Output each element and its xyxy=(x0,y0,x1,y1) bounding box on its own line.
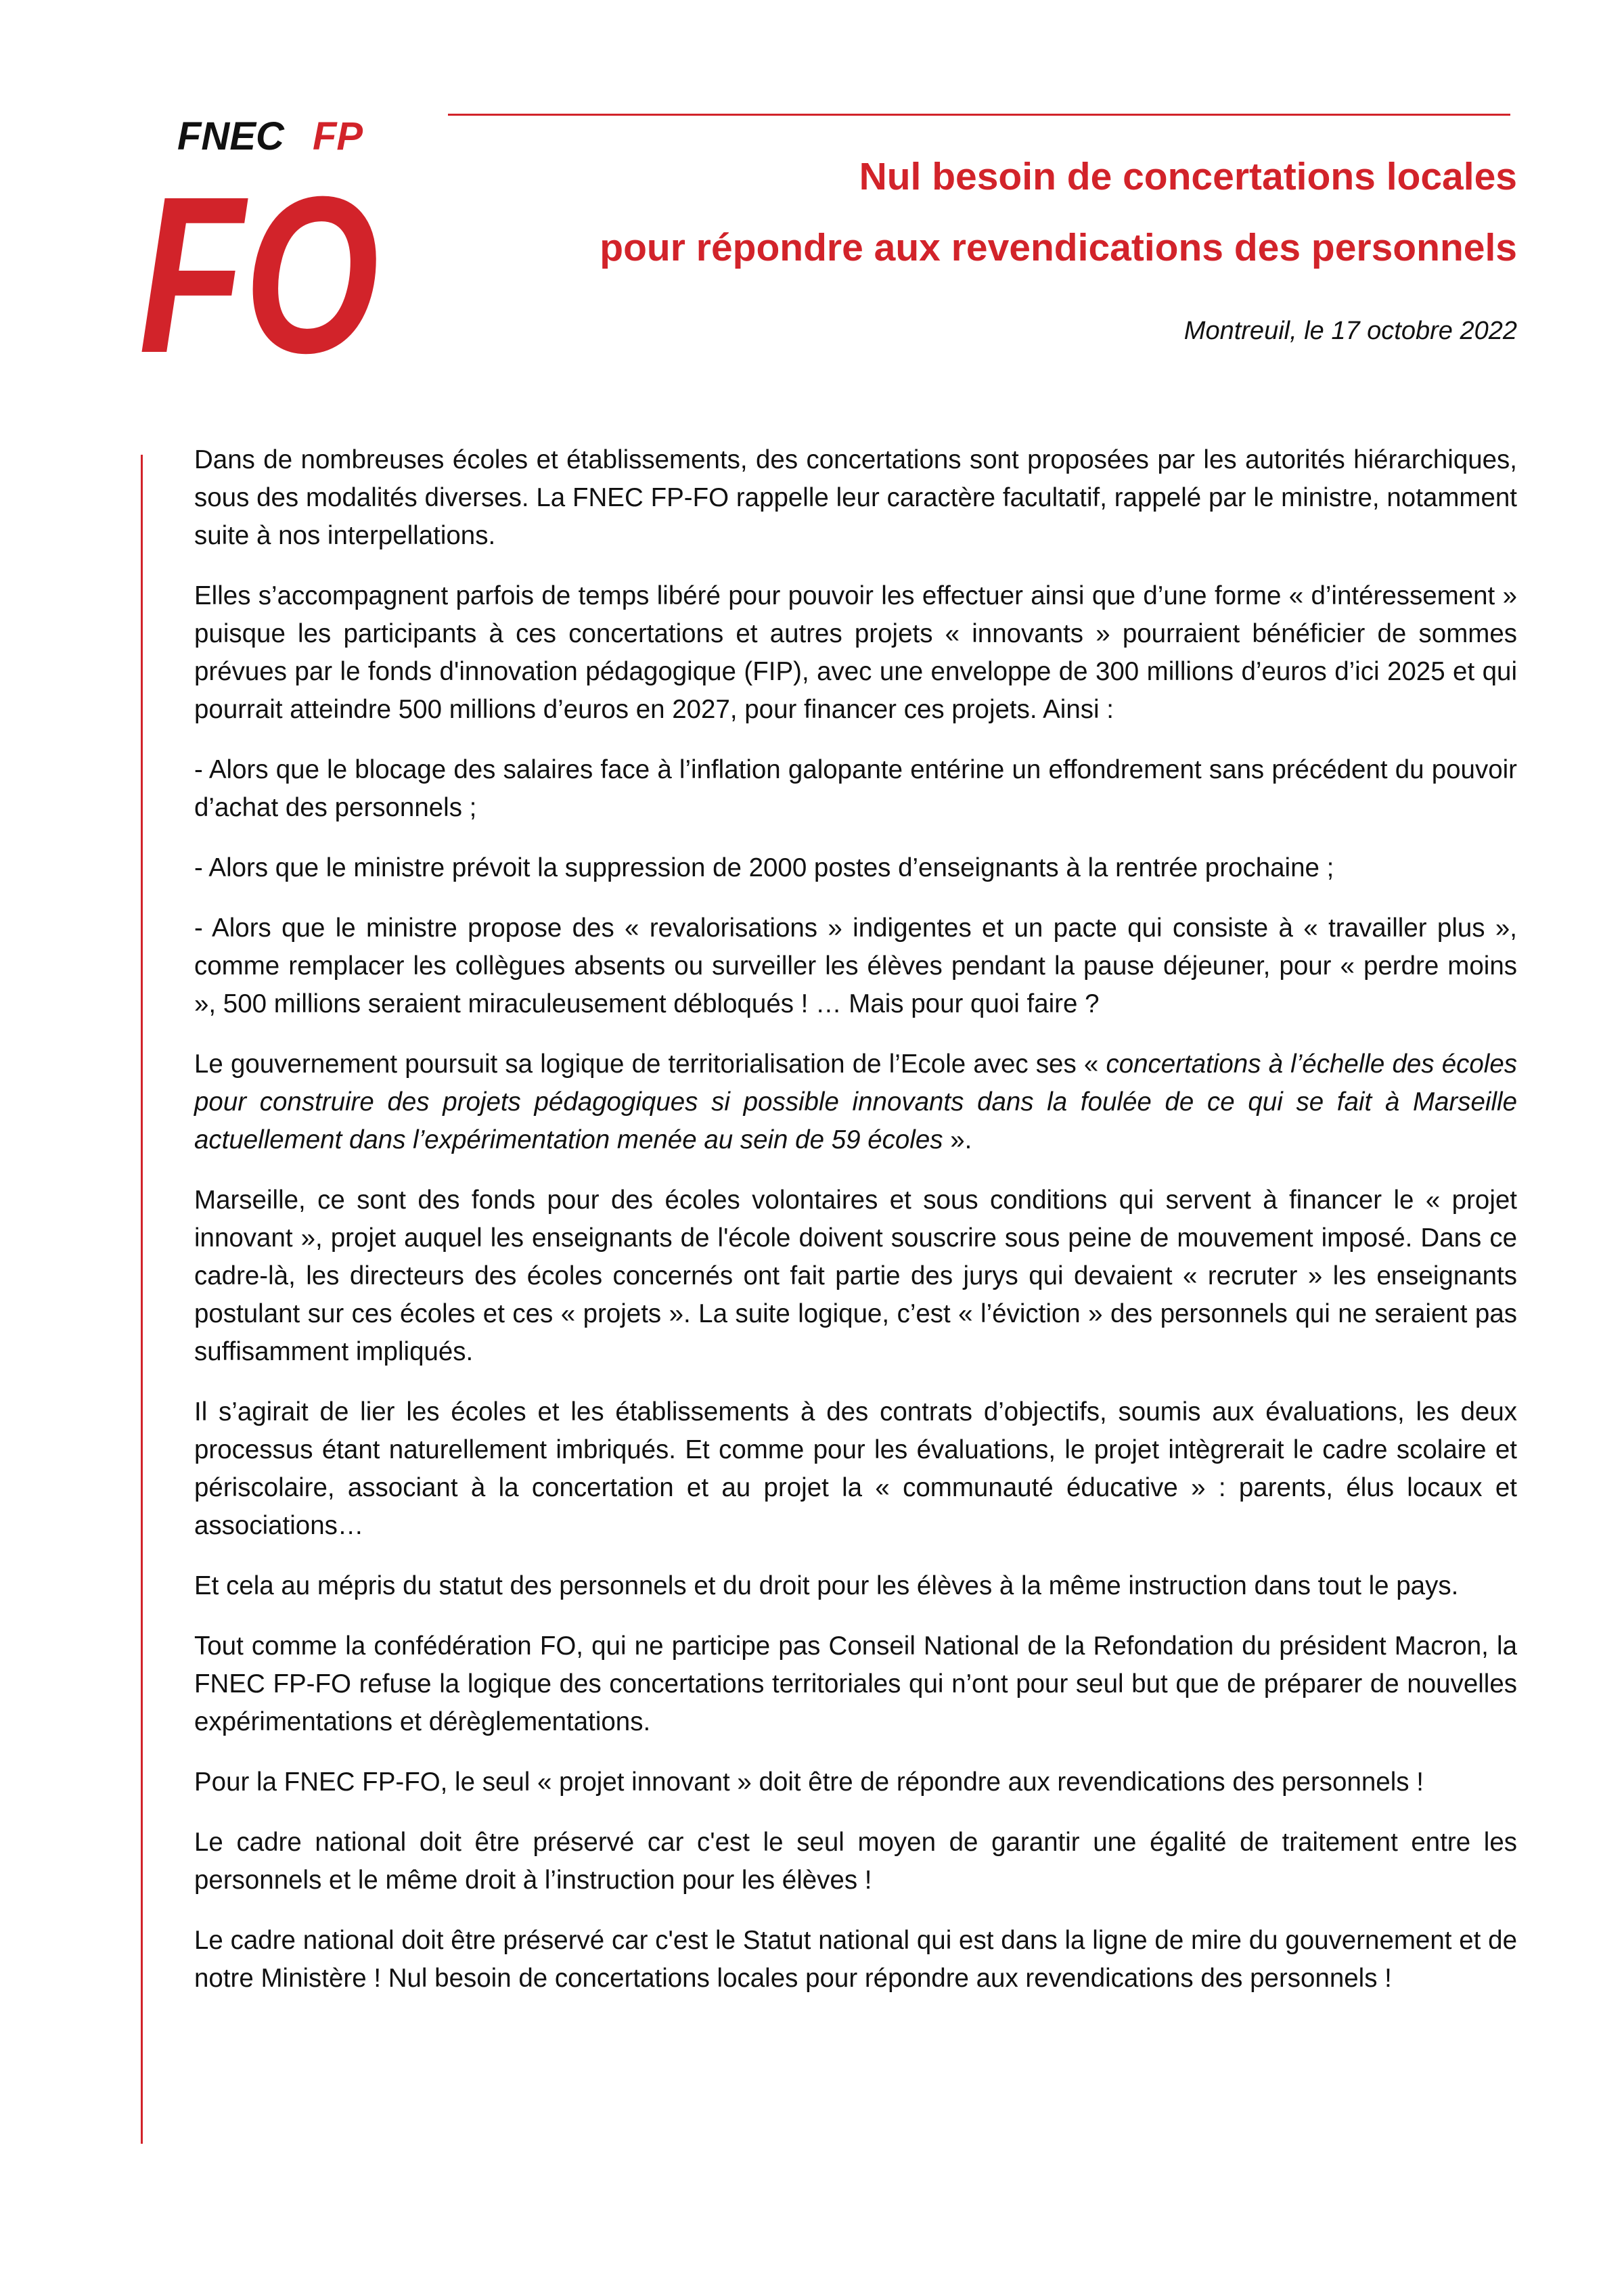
paragraph-7: Marseille, ce sont des fonds pour des écoles volontaires et sous conditions qui servent à financer le « projet innovant », projet auquel les enseignants de l'école doivent souscrire sous peine de mouvement imposé. Dans ce cadre-là, les directeurs des écoles concernés ont fait partie des jurys qui devaient « recruter » les enseignants postulant sur ces écoles et ces « projets ». La suite logique, c’est « l’éviction » des personnels qui ne seraient pas suffisamment impliqués. xyxy=(194,1186,1517,1366)
paragraph-6 xyxy=(194,1045,1517,1159)
paragraph-6-lead: Le gouvernement poursuit sa logique de territorialisation de l’Ecole avec ses « xyxy=(194,1050,1106,1079)
paragraph-8: Il s’agirait de lier les écoles et les établissements à des contrats d’objectifs, soumis aux évaluations, les deux processus étant naturellement imbriqués. Et comme pour les évaluations, le projet intègrerait le cadre scolaire et périscolaire, associant à la concertation et au projet la « communauté éducative » : parents, élus locaux et associations… xyxy=(194,1397,1517,1540)
paragraph-5: - Alors que le ministre propose des « revalorisations » indigentes et un pacte qui consiste à « travailler plus », comme remplacer les collègues absents ou surveiller les élèves pendant la pause déjeuner, pour « perdre moins », 500 millions seraient miraculeusement débloqués ! … Mais pour quoi faire ? xyxy=(194,914,1517,1018)
paragraph-3: - Alors que le blocage des salaires face à l’inflation galopante entérine un effondrement sans précédent du pouvoir d’achat des personnels ; xyxy=(194,755,1517,822)
paragraph-12: Le cadre national doit être préservé car c'est le seul moyen de garantir une égalité de traitement entre les personnels et le même droit à l’instruction pour les élèves ! xyxy=(194,1828,1517,1895)
fnec-fp-fo-logo xyxy=(135,112,386,399)
paragraph-1: Dans de nombreuses écoles et établissements, des concertations sont proposées par les autorités hiérarchiques, sous des modalités diverses. La FNEC FP-FO rappelle leur caractère facultatif, rappelé par le ministre, notamment suite à nos interpellations. xyxy=(194,445,1517,550)
paragraph-9: Et cela au mépris du statut des personnels et du droit pour les élèves à la même instruction dans tout le pays. xyxy=(194,1571,1459,1600)
paragraph-6-tail: ». xyxy=(943,1125,972,1154)
paragraph-6-quote: concertations à l’échelle des écoles pour construire des projets pédagogiques si possible innovants dans la foulée de ce qui se fait à Marseille actuellement dans l’expérimentation menée au sein de 59 écoles xyxy=(194,1050,1517,1154)
paragraph-10: Tout comme la confédération FO, qui ne participe pas Conseil National de la Refondation du président Macron, la FNEC FP-FO refuse la logique des concertations territoriales qui n’ont pour seul but que de préparer de nouvelles expérimentations et dérèglementations. xyxy=(194,1631,1517,1736)
paragraph-2: Elles s’accompagnent parfois de temps libéré pour pouvoir les effectuer ainsi que d’une forme « d’intéressement » puisque les participants à ces concertations et autres projets « innovants » pourraient bénéficier de sommes prévues par le fonds d'innovation pédagogique (FIP), avec une enveloppe de 300 millions d’euros d’ici 2025 et qui pourrait atteindre 500 millions d’euros en 2027, pour financer ces projets. Ainsi : xyxy=(194,581,1517,724)
paragraph-13: Le cadre national doit être préservé car c'est le Statut national qui est dans la ligne de mire du gouvernement et de notre Ministère ! Nul besoin de concertations locales pour répondre aux revendications des personnels ! xyxy=(194,1926,1517,1993)
header-rule xyxy=(448,114,1510,116)
margin-rule xyxy=(141,455,143,2144)
logo-fp-text: FP xyxy=(313,114,363,158)
logo-fnec-text: FNEC xyxy=(177,114,284,158)
dateline: Montreuil, le 17 octobre 2022 xyxy=(1183,317,1517,345)
paragraph-11: Pour la FNEC FP-FO, le seul « projet innovant » doit être de répondre aux revendications des personnels ! xyxy=(194,1768,1424,1797)
paragraph-4: - Alors que le ministre prévoit la suppression de 2000 postes d’enseignants à la rentrée prochaine ; xyxy=(194,853,1334,882)
logo-fo-text: FO xyxy=(139,150,379,399)
document-body xyxy=(194,441,1517,2020)
title-line-1: Nul besoin de concertations locales xyxy=(859,155,1517,198)
title-line-2: pour répondre aux revendications des personnels xyxy=(600,226,1517,269)
